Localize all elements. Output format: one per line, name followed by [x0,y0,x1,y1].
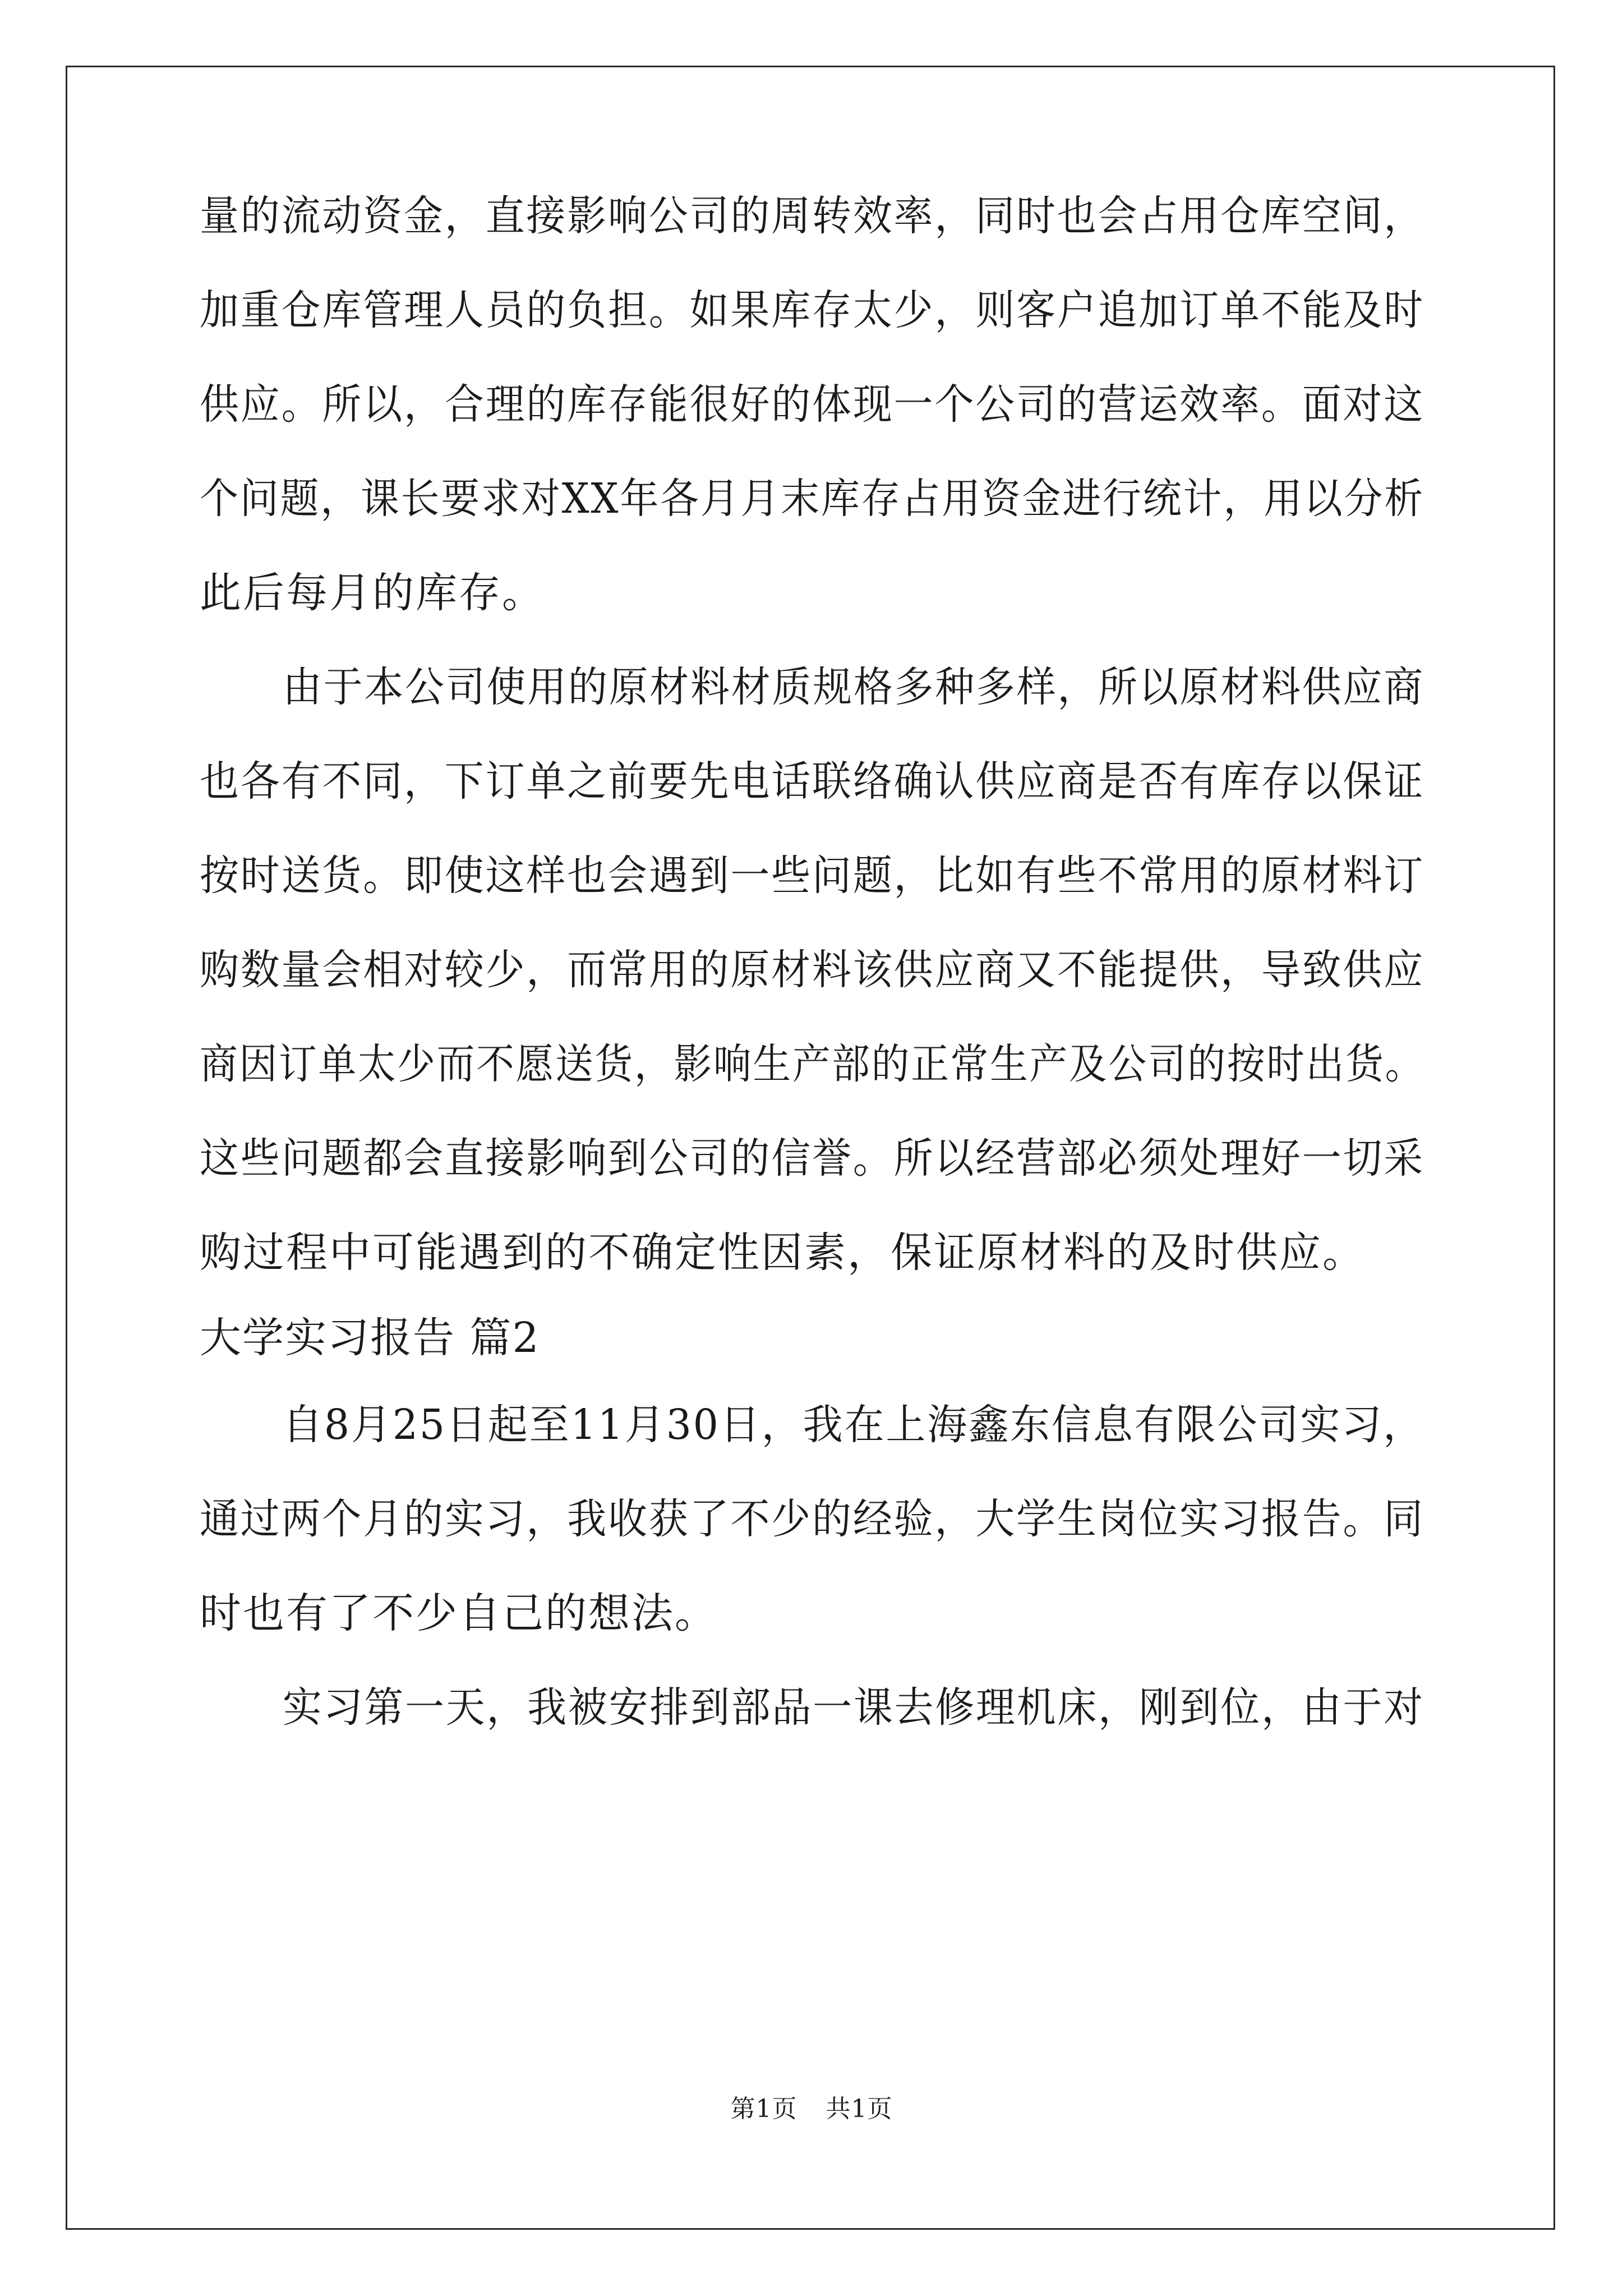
text-line: 也各有不同，下订单之前要先电话联络确认供应商是否有库存以保证 [200,757,1425,806]
text-line: 量的流动资金，直接影响公司的周转效率，同时也会占用仓库空间， [200,192,1425,240]
text-line: 购数量会相对较少，而常用的原材料该供应商又不能提供，导致供应 [200,946,1425,994]
text-line: 按时送货。即使这样也会遇到一些问题，比如有些不常用的原材料订 [200,852,1425,900]
text-line: 通过两个月的实习，我收获了不少的经验，大学生岗位实习报告。同 [200,1495,1425,1543]
text-line: 加重仓库管理人员的负担。如果库存太少，则客户追加订单不能及时 [200,286,1425,334]
text-line: 此后每月的库存。 [200,569,545,617]
text-line: 自8月25日起至11月30日，我在上海鑫东信息有限公司实习， [283,1401,1425,1449]
text-line: 实习第一天，我被安排到部品一课去修理机床，刚到位，由于对 [283,1683,1424,1732]
section-heading: 大学实习报告 篇2 [200,1314,540,1362]
text-line: 这些问题都会直接影响到公司的信誉。所以经营部必须处理好一切采 [200,1134,1425,1182]
text-line: 购过程中可能遇到的不确定性因素，保证原材料的及时供应。 [200,1228,1366,1277]
page-footer [0,2092,1623,2126]
text-line: 个问题，课长要求对XX年各月月末库存占用资金进行统计，用以分析 [200,475,1425,523]
text-line: 商因订单太少而不愿送货，影响生产部的正常生产及公司的按时出货。 [200,1040,1425,1088]
text-line: 时也有了不少自己的想法。 [200,1589,718,1637]
text-line: 供应。所以，合理的库存能很好的体现一个公司的营运效率。面对这 [200,380,1425,429]
text-line: 由于本公司使用的原材料材质规格多种多样，所以原材料供应商 [283,663,1424,711]
page-number: 第1页 [730,2095,797,2123]
page-total: 共1页 [826,2095,893,2123]
